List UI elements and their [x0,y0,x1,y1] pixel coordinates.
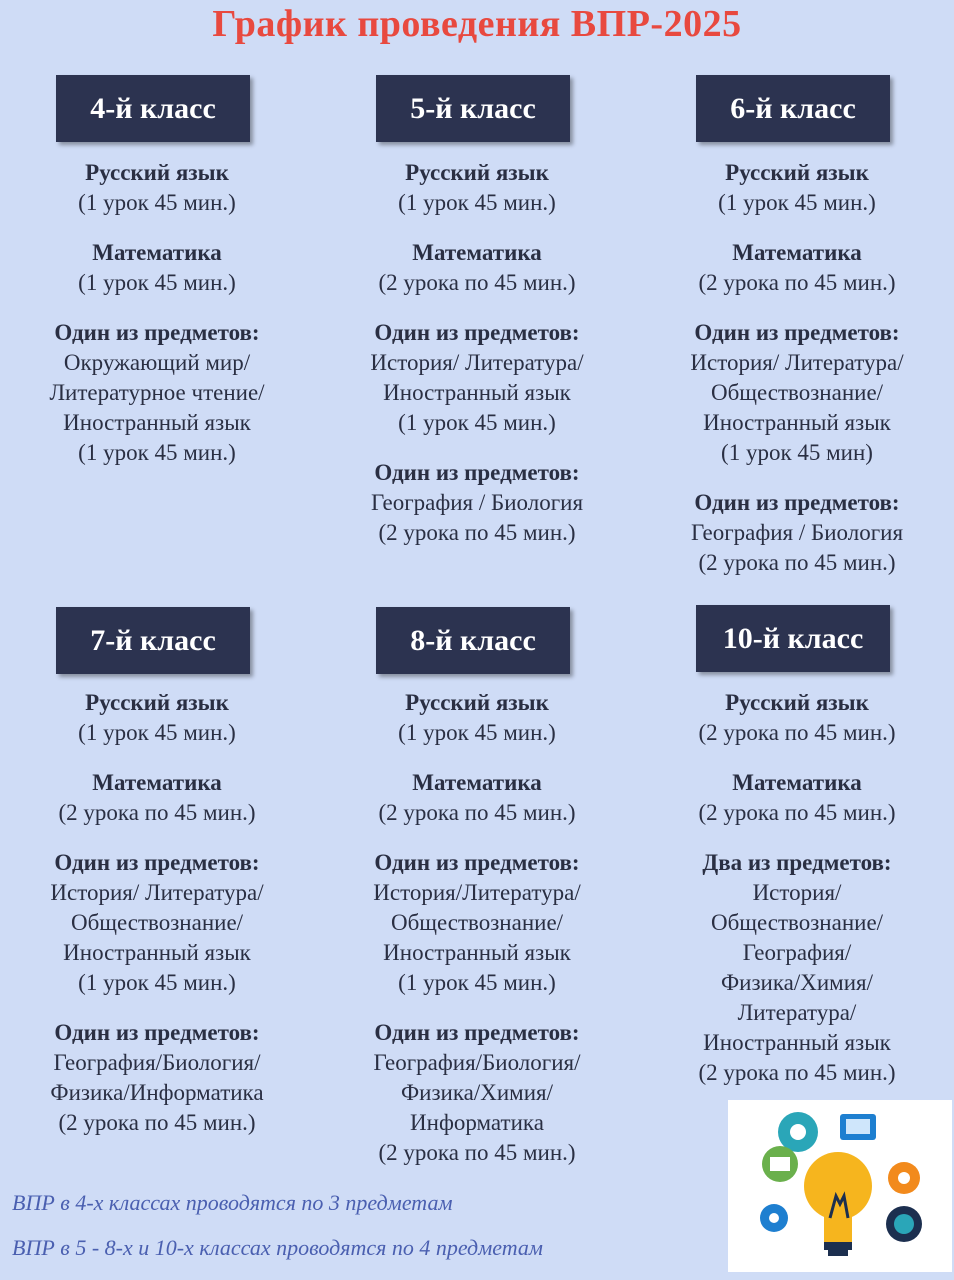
subject-list [0,158,322,468]
subject-detail: Иностранный язык [703,410,891,435]
subject-detail: История/ Литература/ [370,350,584,375]
education-illustration [728,1100,952,1272]
subject-block [632,848,954,1088]
subject-detail: Литература/ [737,1000,857,1025]
subject-detail: (2 урока по 45 мин.) [378,520,576,545]
subject-block [0,318,322,468]
subject-detail: Физика/Информатика [50,1080,264,1105]
subject-detail: (1 урок 45 мин.) [398,190,556,215]
subject-block [312,848,642,998]
subject-detail: (1 урок 45 мин.) [718,190,876,215]
subject-title: Математика [412,770,542,795]
subject-title: Один из предметов: [694,490,900,515]
subject-detail: География/Биология/ [53,1050,261,1075]
subject-block [312,238,642,298]
class-badge: 8-й класс [376,607,570,674]
subject-detail: Литературное чтение/ [49,380,265,405]
gear-icon [888,1162,920,1194]
subject-block [0,1018,322,1138]
subject-block [312,768,642,828]
subject-detail: Окружающий мир/ [63,350,251,375]
class-badge: 4-й класс [56,75,250,142]
class-badge: 10-й класс [696,605,890,672]
footnote: ВПР в 5 - 8-х и 10-х классах проводятся по 4 предметам [12,1235,543,1260]
subject-detail: Иностранный язык [383,940,571,965]
gear-icon [760,1204,788,1232]
subject-detail: История/ [752,880,842,905]
page-title: График проведения ВПР-2025 [212,3,742,45]
class-column-5 [312,75,642,568]
gear-icon [778,1112,818,1152]
subject-title: Один из предметов: [54,320,260,345]
subject-detail: История/Литература/ [373,880,581,905]
subject-block [632,768,954,828]
subject-detail: Обществознание/ [710,380,884,405]
subject-title: Математика [92,770,222,795]
class-badge: 5-й класс [376,75,570,142]
subject-detail: (2 урока по 45 мин.) [698,800,896,825]
globe-icon [886,1206,922,1242]
subject-detail: Физика/Химия/ [720,970,874,995]
subject-detail: История/ Литература/ [690,350,904,375]
subject-detail: (1 урок 45 мин.) [78,440,236,465]
class-column-8 [312,607,642,1188]
subject-detail: Физика/Химия/ [400,1080,554,1105]
subject-detail: (1 урок 45 мин.) [398,970,556,995]
subject-block [312,318,642,438]
subject-detail: История/ Литература/ [50,880,264,905]
subject-list [632,688,954,1088]
subject-block [0,768,322,828]
subject-title: Русский язык [725,690,869,715]
subject-block [0,158,322,218]
class-column-10 [632,605,954,1108]
subject-title: Один из предметов: [54,850,260,875]
subject-detail: География/ [742,940,852,965]
subject-block [632,488,954,578]
class-column-4 [0,75,322,488]
lightbulb-icon [804,1152,872,1256]
subject-block [312,158,642,218]
footnote: ВПР в 4-х классах проводятся по 3 предметам [12,1190,453,1215]
subject-title: Один из предметов: [374,460,580,485]
subject-title: Один из предметов: [374,1020,580,1045]
subject-block [312,1018,642,1168]
subject-detail: (2 урока по 45 мин.) [698,720,896,745]
subject-detail: Информатика [410,1110,544,1135]
subject-title: Русский язык [405,690,549,715]
subject-title: Два из предметов: [702,850,892,875]
subject-title: Русский язык [725,160,869,185]
book-icon [762,1146,798,1182]
subject-title: Русский язык [405,160,549,185]
subject-list [632,158,954,578]
subject-block [0,848,322,998]
subject-title: Математика [92,240,222,265]
subject-block [632,158,954,218]
subject-block [312,688,642,748]
subject-detail: (1 урок 45 мин.) [78,190,236,215]
subject-title: Один из предметов: [374,850,580,875]
subject-detail: Иностранный язык [383,380,571,405]
subject-title: Математика [732,770,862,795]
subject-detail: Обществознание/ [70,910,244,935]
subject-detail: Иностранный язык [63,410,251,435]
subject-list [0,688,322,1138]
class-badge: 7-й класс [56,607,250,674]
subject-detail: (2 урока по 45 мин.) [698,550,896,575]
subject-title: Один из предметов: [374,320,580,345]
subject-detail: (2 урока по 45 мин.) [698,270,896,295]
subject-detail: География / Биология [690,520,904,545]
subject-title: Русский язык [85,690,229,715]
subject-detail: Иностранный язык [63,940,251,965]
class-badge: 6-й класс [696,75,890,142]
subject-detail: (1 урок 45 мин.) [398,720,556,745]
subject-title: Один из предметов: [694,320,900,345]
subject-block [0,688,322,748]
monitor-icon [840,1114,876,1140]
subject-detail: Обществознание/ [390,910,564,935]
subject-detail: (2 урока по 45 мин.) [378,800,576,825]
subject-detail: География/Биология/ [373,1050,581,1075]
subject-detail: Обществознание/ [710,910,884,935]
subject-title: Математика [732,240,862,265]
subject-block [632,688,954,748]
subject-list [312,688,642,1168]
subject-detail: География / Биология [370,490,584,515]
subject-detail: (2 урока по 45 мин.) [378,1140,576,1165]
subject-detail: Иностранный язык [703,1030,891,1055]
class-column-6 [632,75,954,598]
class-column-7 [0,607,322,1158]
subject-title: Математика [412,240,542,265]
subject-detail: (2 урока по 45 мин.) [698,1060,896,1085]
subject-block [632,318,954,468]
subject-detail: (1 урок 45 мин.) [78,720,236,745]
subject-detail: (1 урок 45 мин.) [398,410,556,435]
subject-detail: (1 урок 45 мин) [721,440,873,465]
subject-detail: (2 урока по 45 мин.) [378,270,576,295]
subject-detail: (1 урок 45 мин.) [78,970,236,995]
subject-detail: (1 урок 45 мин.) [78,270,236,295]
subject-title: Один из предметов: [54,1020,260,1045]
subject-detail: (2 урока по 45 мин.) [58,1110,256,1135]
subject-block [0,238,322,298]
subject-detail: (2 урока по 45 мин.) [58,800,256,825]
subject-block [632,238,954,298]
subject-block [312,458,642,548]
illustration [728,1100,952,1272]
subject-list [312,158,642,548]
subject-title: Русский язык [85,160,229,185]
